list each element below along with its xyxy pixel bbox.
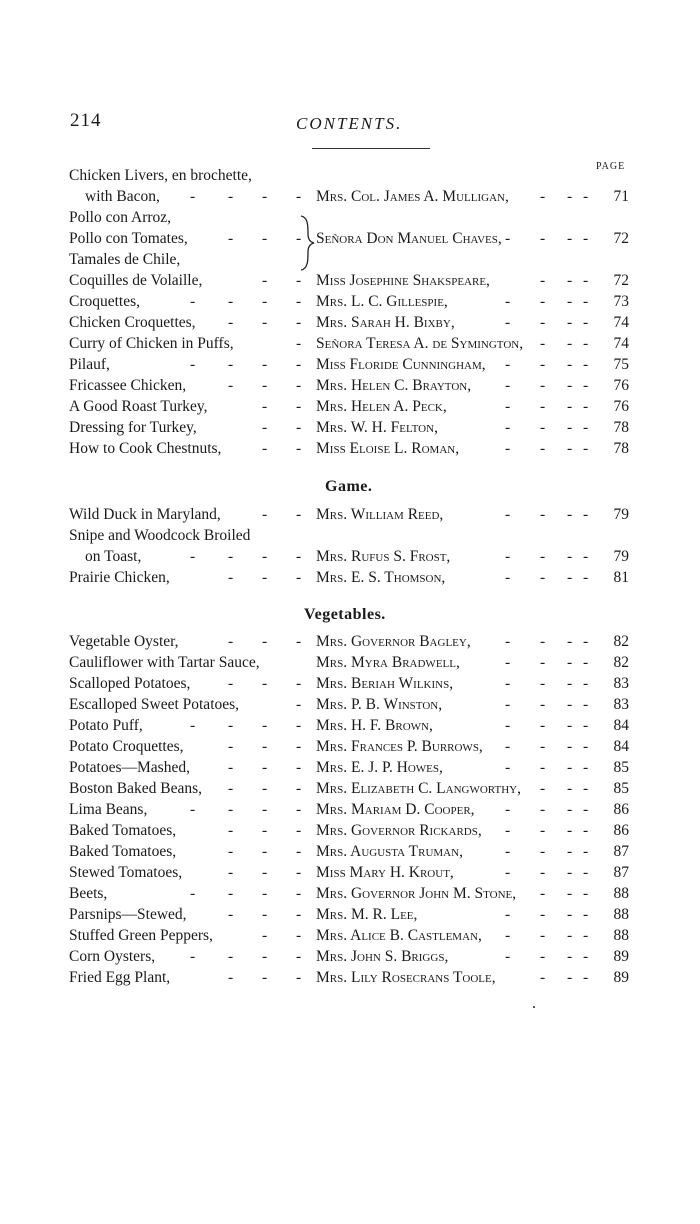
contributor-name: Mrs. John S. Briggs, xyxy=(316,948,449,965)
page-reference: 74 xyxy=(613,314,629,331)
contents-entry: Wild Duck in Maryland, - - Mrs. William Reed, - - - - 79 xyxy=(69,506,629,523)
page-reference: 76 xyxy=(613,398,629,415)
page-reference: 86 xyxy=(613,822,629,839)
contents-entry: How to Cook Chestnuts, - - Miss Eloise L. Roman, - - - - 78 xyxy=(69,440,629,457)
dish-name: Scalloped Potatoes, xyxy=(69,675,191,692)
page-reference: 74 xyxy=(613,335,629,352)
page-reference: 78 xyxy=(613,440,629,457)
contents-entry: Potatoes—Mashed, - - - Mrs. E. J. P. Howes, - - - - 85 xyxy=(69,759,629,776)
contributor-name: Mrs. Sarah H. Bixby, xyxy=(316,314,455,331)
ink-speck xyxy=(533,1006,535,1008)
contributor-name: Miss Floride Cunningham, xyxy=(316,356,486,373)
contributor-name: Mrs. E. S. Thomson, xyxy=(316,569,446,586)
contents-entry: Parsnips—Stewed, - - - Mrs. M. R. Lee, - - - - 88 xyxy=(69,906,629,923)
contributor-name: Mrs. Col. James A. Mulligan, xyxy=(316,188,509,205)
contributor-name: Mrs. L. C. Gillespie, xyxy=(316,293,448,310)
contents-entry: Escalloped Sweet Potatoes, - Mrs. P. B. Winston, - - - - 83 xyxy=(69,696,629,713)
page-reference: 83 xyxy=(613,675,629,692)
page-reference: 83 xyxy=(613,696,629,713)
contributor-name: Mrs. Helen A. Peck, xyxy=(316,398,447,415)
dish-name: A Good Roast Turkey, xyxy=(69,398,208,415)
page-reference: 75 xyxy=(613,356,629,373)
page-reference: 76 xyxy=(613,377,629,394)
dish-name: Parsnips—Stewed, xyxy=(69,906,187,923)
contributor-name: Mrs. Lily Rosecrans Toole, xyxy=(316,969,496,986)
dish-name: Stuffed Green Peppers, xyxy=(69,927,213,944)
dish-name: Escalloped Sweet Potatoes, xyxy=(69,696,240,713)
contents-entry: Chicken Croquettes, - - - Mrs. Sarah H. Bixby, - - - - 74 xyxy=(69,314,629,331)
contents-entry: Stewed Tomatoes, - - - Miss Mary H. Krout, - - - - 87 xyxy=(69,864,629,881)
dish-name: Pollo con Tomates, xyxy=(69,230,188,247)
page-reference: 84 xyxy=(613,738,629,755)
section-title: Game. xyxy=(325,478,373,495)
page-reference: 87 xyxy=(613,843,629,860)
dish-name: Lima Beans, xyxy=(69,801,148,818)
page-reference: 79 xyxy=(613,548,629,565)
dish-name: with Bacon, xyxy=(85,188,160,205)
contents-entry xyxy=(0,249,700,270)
page-reference: 78 xyxy=(613,419,629,436)
contents-entry: Scalloped Potatoes, - - - Mrs. Beriah Wilkins, - - - - 83 xyxy=(69,675,629,692)
contributor-name: Mrs. Alice B. Castleman, xyxy=(316,927,482,944)
contributor-name: Mrs. P. B. Winston, xyxy=(316,696,443,713)
contributor-name: Mrs. Governor Bagley, xyxy=(316,633,471,650)
dish-name: Potato Puff, xyxy=(69,717,143,734)
dish-name: Tamales de Chile, xyxy=(69,251,181,268)
contents-entry: Boston Baked Beans, - - - Mrs. Elizabeth C. Langworthy, - - - 85 xyxy=(69,780,629,797)
contents-entry: Baked Tomatoes, - - - Mrs. Governor Rickards, - - - - 86 xyxy=(69,822,629,839)
contributor-name: Mrs. Frances P. Burrows, xyxy=(316,738,483,755)
contributor-name: Mrs. H. F. Brown, xyxy=(316,717,433,734)
contents-entry: Beets, - - - - Mrs. Governor John M. Stone, - - - 88 xyxy=(69,885,629,902)
header-rule xyxy=(312,148,430,149)
dish-name: Fried Egg Plant, xyxy=(69,969,171,986)
dish-name: Vegetable Oyster, xyxy=(69,633,179,650)
contents-entry xyxy=(0,207,700,228)
contributor-name: Miss Josephine Shakspeare, xyxy=(316,272,490,289)
contents-entry: Pilauf, - - - - Miss Floride Cunningham, - - - - 75 xyxy=(69,356,629,373)
dish-name: Dressing for Turkey, xyxy=(69,419,197,436)
contributor-name: Mrs. Governor John M. Stone, xyxy=(316,885,517,902)
page-number: 214 xyxy=(70,110,102,131)
page-column-label: PAGE xyxy=(596,161,626,172)
page-reference: 84 xyxy=(613,717,629,734)
contributor-name: Miss Eloise L. Roman, xyxy=(316,440,460,457)
page-reference: 87 xyxy=(613,864,629,881)
dish-name: Fricassee Chicken, xyxy=(69,377,187,394)
dish-name: Potato Croquettes, xyxy=(69,738,184,755)
contributor-name: Mrs. M. R. Lee, xyxy=(316,906,418,923)
contents-entry: Stuffed Green Peppers, - - Mrs. Alice B. Castleman, - - - - 88 xyxy=(69,927,629,944)
page-reference: 88 xyxy=(613,885,629,902)
page-reference: 88 xyxy=(613,927,629,944)
contents-entry: Potato Croquettes, - - - Mrs. Frances P. Burrows, - - - - 84 xyxy=(69,738,629,755)
page-reference: 89 xyxy=(613,969,629,986)
dish-name: Snipe and Woodcock Broiled xyxy=(69,527,251,544)
dish-name: Prairie Chicken, xyxy=(69,569,170,586)
page-reference: 82 xyxy=(613,654,629,671)
dish-name: Baked Tomatoes, xyxy=(69,843,177,860)
contents-entry: A Good Roast Turkey, - - Mrs. Helen A. Peck, - - - - 76 xyxy=(69,398,629,415)
contributor-name: Mrs. Helen C. Brayton, xyxy=(316,377,472,394)
contents-entry: Dressing for Turkey, - - Mrs. W. H. Felton, - - - - 78 xyxy=(69,419,629,436)
page-reference: 81 xyxy=(613,569,629,586)
dish-name: Boston Baked Beans, xyxy=(69,780,203,797)
dish-name: Croquettes, xyxy=(69,293,141,310)
contributor-name: Mrs. Augusta Truman, xyxy=(316,843,463,860)
contributor-name: Mrs. Myra Bradwell, xyxy=(316,654,460,671)
page-reference: 88 xyxy=(613,906,629,923)
dish-name: Beets, xyxy=(69,885,108,902)
contents-entry: Potato Puff, - - - - Mrs. H. F. Brown, - - - - 84 xyxy=(69,717,629,734)
contents-entry: Pollo con Tomates, - - - Señora Don Manuel Chaves, - - - - 72 xyxy=(69,230,629,247)
dish-name: Pilauf, xyxy=(69,356,110,373)
contents-entry xyxy=(0,165,700,186)
contents-entry: Fricassee Chicken, - - - Mrs. Helen C. Brayton, - - - - 76 xyxy=(69,377,629,394)
dish-name: How to Cook Chestnuts, xyxy=(69,440,222,457)
dish-name: Chicken Livers, en brochette, xyxy=(69,167,252,184)
running-head: CONTENTS. xyxy=(296,114,403,133)
dish-name: Coquilles de Volaille, xyxy=(69,272,203,289)
contents-entry: with Bacon, - - - - Mrs. Col. James A. Mulligan, - - - 71 xyxy=(85,188,629,205)
contributor-name: Mrs. E. J. P. Howes, xyxy=(316,759,443,776)
page-reference: 72 xyxy=(613,272,629,289)
contents-entry: Corn Oysters, - - - - Mrs. John S. Briggs, - - - - 89 xyxy=(69,948,629,965)
contents-entry xyxy=(0,525,700,546)
dish-name: Chicken Croquettes, xyxy=(69,314,196,331)
contents-entry: Baked Tomatoes, - - - Mrs. Augusta Truman, - - - - 87 xyxy=(69,843,629,860)
dish-name: Cauliflower with Tartar Sauce, xyxy=(69,654,260,671)
page-reference: 82 xyxy=(613,633,629,650)
contributor-name: Señora Teresa A. de Symington, xyxy=(316,335,524,352)
contents-entry: Croquettes, - - - - Mrs. L. C. Gillespie, - - - - 73 xyxy=(69,293,629,310)
dish-name: Pollo con Arroz, xyxy=(69,209,172,226)
section-title: Vegetables. xyxy=(304,606,386,623)
page-reference: 79 xyxy=(613,506,629,523)
contributor-name: Mrs. Governor Rickards, xyxy=(316,822,482,839)
contributor-name: Mrs. William Reed, xyxy=(316,506,444,523)
contributor-name: Señora Don Manuel Chaves, xyxy=(316,230,502,247)
contents-entry: Lima Beans, - - - - Mrs. Mariam D. Cooper, - - - - 86 xyxy=(69,801,629,818)
page-reference: 73 xyxy=(613,293,629,310)
contributor-name: Mrs. Elizabeth C. Langworthy, xyxy=(316,780,521,797)
dish-name: Stewed Tomatoes, xyxy=(69,864,183,881)
contents-entry: Fried Egg Plant, - - - Mrs. Lily Rosecrans Toole, - - - 89 xyxy=(69,969,629,986)
page-reference: 85 xyxy=(613,759,629,776)
dish-name: on Toast, xyxy=(85,548,142,565)
contents-entry: Curry of Chicken in Puffs, - Señora Teresa A. de Symington, - - - 74 xyxy=(69,335,629,352)
contributor-name: Mrs. Mariam D. Cooper, xyxy=(316,801,475,818)
contributor-name: Miss Mary H. Krout, xyxy=(316,864,454,881)
page-reference: 85 xyxy=(613,780,629,797)
contents-entry: on Toast, - - - - Mrs. Rufus S. Frost, - - - - 79 xyxy=(85,548,629,565)
page-reference: 71 xyxy=(613,188,629,205)
dish-name: Wild Duck in Maryland, xyxy=(69,506,221,523)
contributor-name: Mrs. Beriah Wilkins, xyxy=(316,675,454,692)
dish-name: Baked Tomatoes, xyxy=(69,822,177,839)
contributor-name: Mrs. Rufus S. Frost, xyxy=(316,548,451,565)
contents-entry: Coquilles de Volaille, - - Miss Josephine Shakspeare, - - - 72 xyxy=(69,272,629,289)
page-reference: 86 xyxy=(613,801,629,818)
dish-name: Potatoes—Mashed, xyxy=(69,759,190,776)
dish-name: Curry of Chicken in Puffs, xyxy=(69,335,234,352)
page-reference: 72 xyxy=(613,230,629,247)
contents-entry: Prairie Chicken, - - - Mrs. E. S. Thomson, - - - - 81 xyxy=(69,569,629,586)
dish-name: Corn Oysters, xyxy=(69,948,156,965)
contents-entry: Vegetable Oyster, - - - Mrs. Governor Bagley, - - - - 82 xyxy=(69,633,629,650)
contents-entry: Cauliflower with Tartar Sauce, Mrs. Myra Bradwell, - - - - 82 xyxy=(69,654,629,671)
page-reference: 89 xyxy=(613,948,629,965)
contributor-name: Mrs. W. H. Felton, xyxy=(316,419,438,436)
